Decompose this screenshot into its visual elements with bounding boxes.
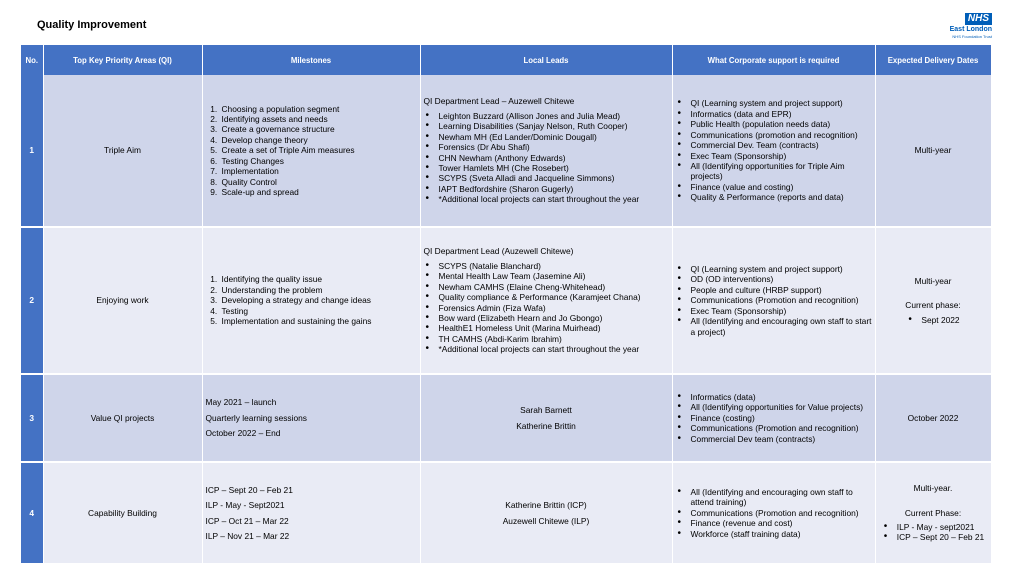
lead-heading: QI Department Lead (Auzewell Chitewe) xyxy=(423,246,574,257)
delivery-date: Multi-year. xyxy=(913,483,953,494)
milestone-item: October 2022 – End xyxy=(205,428,281,439)
milestone-item: ICP – Oct 21 – Mar 22 xyxy=(205,515,289,526)
milestones-cell xyxy=(202,462,420,564)
leads-cell xyxy=(420,374,672,462)
milestone-item: 4. Testing xyxy=(220,306,417,316)
priority-area: Capability Building xyxy=(43,462,202,564)
milestone-item: 2. Identifying assets and needs xyxy=(220,114,417,124)
milestone-item: 6. Testing Changes xyxy=(220,156,417,166)
row-number: 3 xyxy=(21,374,43,462)
milestones-list xyxy=(206,104,417,198)
delivery-date: Multi-year xyxy=(914,275,952,286)
lead-item: • *Additional local projects can start throughout the year xyxy=(439,194,669,204)
support-list xyxy=(676,98,872,202)
delivery-date: Multi-year xyxy=(875,75,991,227)
table-row xyxy=(21,374,991,462)
current-phase-item: • Sept 2022 xyxy=(921,315,959,325)
support-cell xyxy=(672,227,875,374)
support-item: • Communications (Promotion and recognition) xyxy=(691,508,872,518)
lead-item: • SCYPS (Sveta Alladi and Jacqueline Simmons) xyxy=(439,173,669,183)
lead-item: Auzewell Chitewe (ILP) xyxy=(502,515,590,526)
support-cell xyxy=(672,462,875,564)
milestone-item: May 2021 – launch xyxy=(205,397,277,408)
current-phase-label: Current phase: xyxy=(905,300,961,311)
current-phase-item: • ICP – Sept 20 – Feb 21 xyxy=(897,532,984,542)
support-list xyxy=(676,264,872,337)
row-number: 4 xyxy=(21,462,43,564)
support-item: • Finance (costing) xyxy=(691,413,872,423)
support-item: • Commercial Dev. Team (contracts) xyxy=(691,140,872,150)
delivery-cell xyxy=(875,227,991,374)
lead-item: Katherine Brittin xyxy=(516,420,576,431)
milestones-cell xyxy=(202,227,420,374)
priority-area: Enjoying work xyxy=(43,227,202,374)
support-list xyxy=(676,487,872,539)
lead-heading: QI Department Lead – Auzewell Chitewe xyxy=(423,96,575,107)
support-item: • Communications (promotion and recognition) xyxy=(691,130,872,140)
support-item: • Informatics (data) xyxy=(691,392,872,402)
milestone-item: 9. Scale-up and spread xyxy=(220,187,417,197)
milestone-item: 4. Develop change theory xyxy=(220,135,417,145)
milestone-item: ICP – Sept 20 – Feb 21 xyxy=(205,484,293,495)
milestone-item: ILP – Nov 21 – Mar 22 xyxy=(205,530,290,541)
support-item: • Exec Team (Sponsorship) xyxy=(691,306,872,316)
support-item: • Informatics (data and EPR) xyxy=(691,109,872,119)
support-item: • Workforce (staff training data) xyxy=(691,529,872,539)
priority-area: Triple Aim xyxy=(43,75,202,227)
table-row xyxy=(21,75,991,227)
current-phase-list xyxy=(906,315,959,325)
support-item: • All (Identifying opportunities for Triple Aim projects) xyxy=(691,161,872,182)
milestone-item: 5. Create a set of Triple Aim measures xyxy=(220,145,417,155)
support-item: • Finance (revenue and cost) xyxy=(691,518,872,528)
support-cell xyxy=(672,374,875,462)
current-phase-item: • ILP - May - sept2021 xyxy=(897,522,984,532)
lead-item: • Learning Disabilities (Sanjay Nelson, Ruth Cooper) xyxy=(439,121,669,131)
lead-item: • Bow ward (Elizabeth Hearn and Jo Gbongo) xyxy=(439,313,669,323)
support-item: • Communications (Promotion and recognition) xyxy=(691,423,872,433)
col-header-area: Top Key Priority Areas (QI) xyxy=(43,45,202,75)
col-header-support: What Corporate support is required xyxy=(672,45,875,75)
qi-priorities-table xyxy=(21,45,992,565)
support-item: • All (Identifying and encouraging own staff to attend training) xyxy=(691,487,872,508)
milestones-cell xyxy=(202,374,420,462)
milestone-item: 8. Quality Control xyxy=(220,177,417,187)
support-item: • QI (Learning system and project support) xyxy=(691,98,872,108)
lead-item: • SCYPS (Natalie Blanchard) xyxy=(439,261,669,271)
milestone-item: Quarterly learning sessions xyxy=(205,412,307,423)
leads-cell xyxy=(420,462,672,564)
delivery-date: October 2022 xyxy=(875,374,991,462)
lead-item: Katherine Brittin (ICP) xyxy=(505,500,587,511)
col-header-leads: Local Leads xyxy=(420,45,672,75)
priority-area: Value QI projects xyxy=(43,374,202,462)
support-item: • Communications (Promotion and recognition) xyxy=(691,295,872,305)
lead-item: • Mental Health Law Team (Jasemine Ali) xyxy=(439,271,669,281)
lead-item: • Leighton Buzzard (Allison Jones and Julia Mead) xyxy=(439,111,669,121)
current-phase-label: Current Phase: xyxy=(904,507,962,518)
lead-item: • Forensics (Dr Abu Shafi) xyxy=(439,142,669,152)
milestone-item: 3. Create a governance structure xyxy=(220,124,417,134)
lead-item: • Forensics Admin (Fiza Wafa) xyxy=(439,303,669,313)
lead-item: • CHN Newham (Anthony Edwards) xyxy=(439,153,669,163)
logo-org-name: East London xyxy=(949,26,992,33)
nhs-logo-mark: NHS xyxy=(965,13,992,25)
col-header-milestones: Milestones xyxy=(202,45,420,75)
header-row xyxy=(21,45,991,75)
current-phase-list xyxy=(882,522,984,543)
milestones-list xyxy=(206,274,417,326)
col-header-no: No. xyxy=(21,45,43,75)
logo-subtitle: NHS Foundation Trust xyxy=(952,34,992,39)
support-item: • All (Identifying opportunities for Value projects) xyxy=(691,402,872,412)
milestone-item: 1. Choosing a population segment xyxy=(220,104,417,114)
row-number: 2 xyxy=(21,227,43,374)
lead-item: • Quality compliance & Performance (Karamjeet Chana) xyxy=(439,292,669,302)
support-cell xyxy=(672,75,875,227)
lead-item: • TH CAMHS (Abdi-Karim Ibrahim) xyxy=(439,334,669,344)
milestone-item: 7. Implementation xyxy=(220,166,417,176)
milestones-cell xyxy=(202,75,420,227)
delivery-cell xyxy=(875,462,991,564)
lead-item: • Newham CAMHS (Elaine Cheng-Whitehead) xyxy=(439,282,669,292)
support-item: • OD (OD interventions) xyxy=(691,274,872,284)
leads-cell xyxy=(420,227,672,374)
leads-list xyxy=(424,111,669,205)
milestone-item: 2. Understanding the problem xyxy=(220,285,417,295)
table-row xyxy=(21,227,991,374)
milestone-item: 1. Identifying the quality issue xyxy=(220,274,417,284)
nhs-logo xyxy=(944,13,992,39)
support-item: • All (Identifying and encouraging own staff to start a project) xyxy=(691,316,872,337)
row-number: 1 xyxy=(21,75,43,227)
milestone-item: 5. Implementation and sustaining the gains xyxy=(220,316,417,326)
milestone-item: ILP - May - Sept2021 xyxy=(205,500,285,511)
table-row xyxy=(21,462,991,564)
lead-item: • Tower Hamlets MH (Che Rosebert) xyxy=(439,163,669,173)
support-item: • People and culture (HRBP support) xyxy=(691,285,872,295)
support-item: • Public Health (population needs data) xyxy=(691,119,872,129)
support-item: • QI (Learning system and project support) xyxy=(691,264,872,274)
leads-list xyxy=(424,261,669,355)
col-header-delivery: Expected Delivery Dates xyxy=(875,45,991,75)
milestone-item: 3. Developing a strategy and change ideas xyxy=(220,295,417,305)
support-item: • Quality & Performance (reports and data) xyxy=(691,192,872,202)
lead-item: • *Additional local projects can start throughout the year xyxy=(439,344,669,354)
support-item: • Commercial Dev team (contracts) xyxy=(691,434,872,444)
lead-item: Sarah Barnett xyxy=(520,405,572,416)
page-title: Quality Improvement xyxy=(37,19,147,31)
support-item: • Finance (value and costing) xyxy=(691,182,872,192)
support-list xyxy=(676,392,872,444)
lead-item: • HealthE1 Homeless Unit (Marina Muirhead) xyxy=(439,323,669,333)
lead-item: • IAPT Bedfordshire (Sharon Gugerly) xyxy=(439,184,669,194)
lead-item: • Newham MH (Ed Lander/Dominic Dougall) xyxy=(439,132,669,142)
leads-cell xyxy=(420,75,672,227)
support-item: • Exec Team (Sponsorship) xyxy=(691,151,872,161)
